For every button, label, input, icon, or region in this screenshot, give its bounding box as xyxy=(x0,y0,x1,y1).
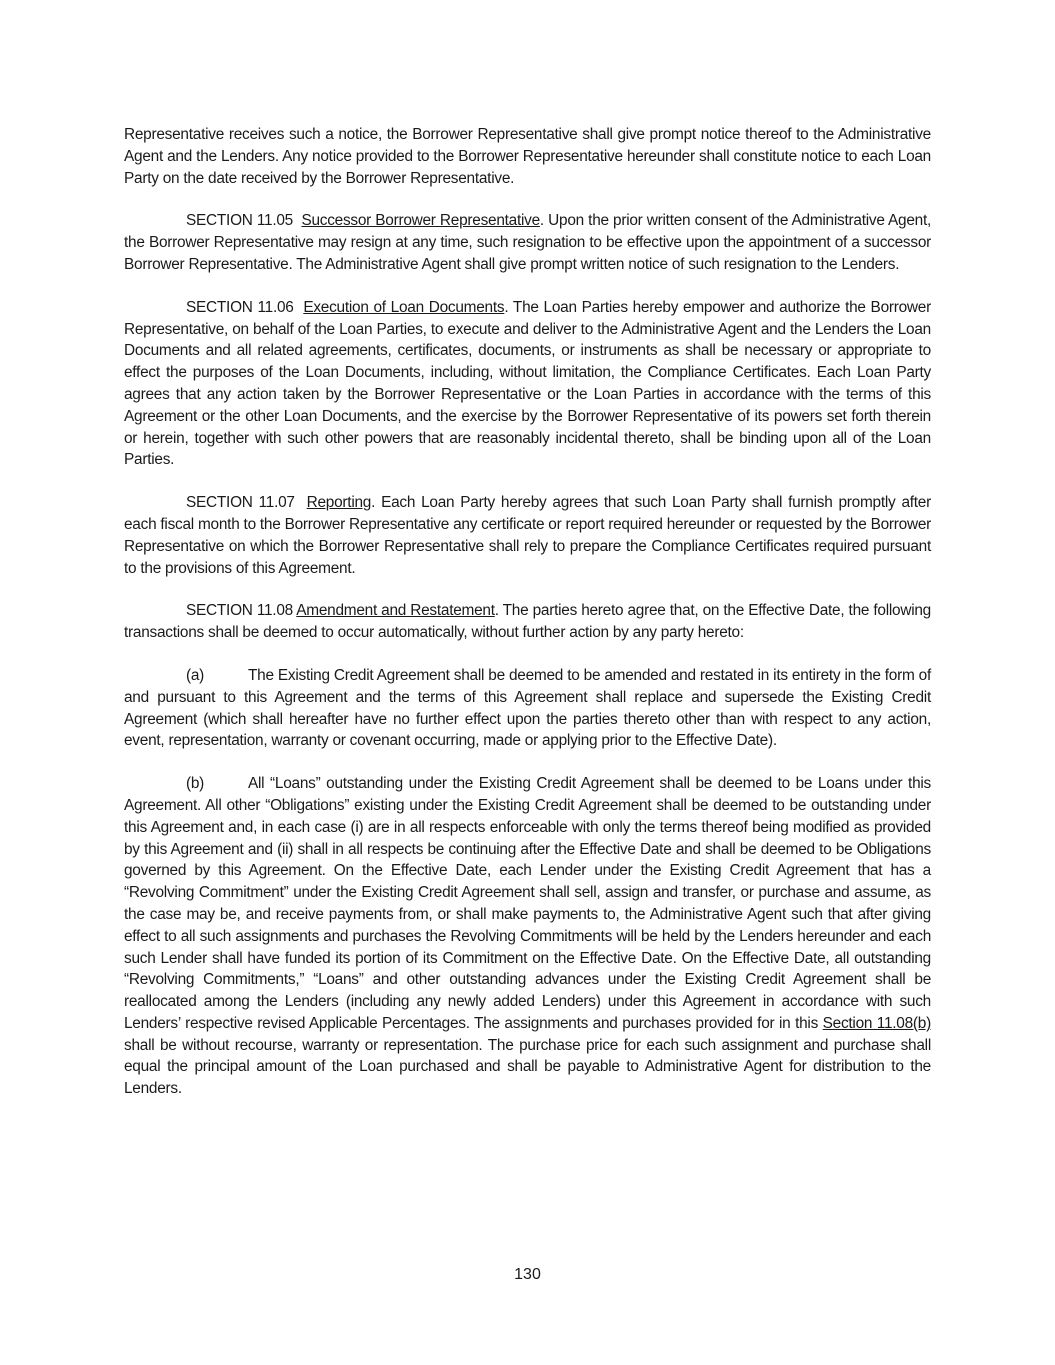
clause-label: (a) xyxy=(186,666,205,684)
clause-label: (b) xyxy=(186,775,205,793)
section-title: Amendment and Restatement xyxy=(296,602,495,620)
section-body: . Upon the prior written consent of the Administrative Agent, the Borrower Representative may resign at any time, such resignation to be effective upon the appointment of a successor Borrower Representative. The Administrative Agent shall give prompt written notice of such resignation to the Lenders. xyxy=(124,212,931,273)
section-11-05 xyxy=(124,210,931,275)
paragraph-continuation: Representative receives such a notice, the Borrower Representative shall give prompt notice thereof to the Administrative Agent and the Lenders. Any notice provided to the Borrower Representative hereunder shall constitute notice to each Loan Party on the date received by the Borrower Representative. xyxy=(124,126,931,187)
section-11-06 xyxy=(124,297,931,471)
section-body: . The Loan Parties hereby empower and authorize the Borrower Representative, on behalf of the Loan Parties, to execute and deliver to the Administrative Agent and the Lenders the Loan Documents and all related agreements, certificates, documents, or instruments as shall be necessary or appropriate to effect the purposes of the Loan Documents, including, without limitation, the Compliance Certificates. Each Loan Party agrees that any action taken by the Borrower Representative or the Loan Parties in accordance with the terms of this Agreement or the other Loan Documents, and the exercise by the Borrower Representative of its powers set forth therein or herein, together with such other powers that are reasonably incidental thereto, shall be binding upon all of the Loan Parties. xyxy=(124,298,931,469)
section-11-08 xyxy=(124,600,931,644)
section-title: Successor Borrower Representative xyxy=(301,212,540,230)
clause-body: All “Loans” outstanding under the Existing Credit Agreement shall be deemed to be Loans under this Agreement. All other “Obligations” existing under the Existing Credit Agreement shall be deemed to be outstanding under this Agreement and, in each case (i) are in all respects enforceable with only the terms thereof being modified as provided by this Agreement and (ii) shall in all respects be continuing after the Effective Date and shall be deemed to be Obligations governed by this Agreement. On the Effective Date, each Lender under the Existing Credit Agreement that has a “Revolving Commitment” under the Existing Credit Agreement shall sell, assign and transfer, or purchase and assume, as the case may be, and receive payments from, or shall make payments to, the Administrative Agent such that after giving effect to all such assignments and purchases the Revolving Commitments will be held by the Lenders hereunder and each such Lender shall have funded its portion of its Commitment on the Effective Date. On the Effective Date, all outstanding “Revolving Commitments,” “Loans” and other outstanding advances under the Existing Credit Agreement shall be reallocated among the Lenders (including any newly added Lenders) under this Agreement in accordance with such Lenders’ respective revised Applicable Percentages. The assignments and purchases provided for in this xyxy=(124,775,931,1032)
section-number: SECTION 11.06 xyxy=(186,298,294,316)
document-page xyxy=(124,124,931,1121)
section-number: SECTION 11.08 xyxy=(186,602,293,620)
clause-b xyxy=(124,773,931,1100)
section-title: Execution of Loan Documents xyxy=(303,298,505,316)
section-reference-link[interactable]: Section 11.08(b) xyxy=(822,1014,931,1032)
section-body: . The parties hereto agree that, on the Effective Date, the following transactions shall be deemed to occur automatically, without further action by any party hereto: xyxy=(124,602,931,642)
section-body: . Each Loan Party hereby agrees that such Loan Party shall furnish promptly after each fiscal month to the Borrower Representative any certificate or report required hereunder or requested by the Borrower Representative on which the Borrower Representative shall rely to prepare the Compliance Certificates required pursuant to the provisions of this Agreement. xyxy=(124,494,932,577)
section-number: SECTION 11.07 xyxy=(186,494,295,512)
section-11-07 xyxy=(124,492,931,579)
section-title: Reporting xyxy=(306,494,372,512)
clause-body: The Existing Credit Agreement shall be deemed to be amended and restated in its entirety in the form of and pursuant to this Agreement and the terms of this Agreement shall replace and supersede the Existing Credit Agreement (which shall hereafter have no further effect upon the parties thereto other than with respect to any action, event, representation, warranty or covenant occurring, made or applying prior to the Effective Date). xyxy=(124,666,931,750)
clause-a xyxy=(124,665,931,752)
page-number: 130 xyxy=(514,1266,541,1283)
section-number: SECTION 11.05 xyxy=(186,212,293,230)
clause-body-end: shall be without recourse, warranty or representation. The purchase price for each such assignment and purchase shall equal the principal amount of the Loan purchased and shall be payable to Administrative Agent for distribution to the Lenders. xyxy=(124,1036,931,1098)
